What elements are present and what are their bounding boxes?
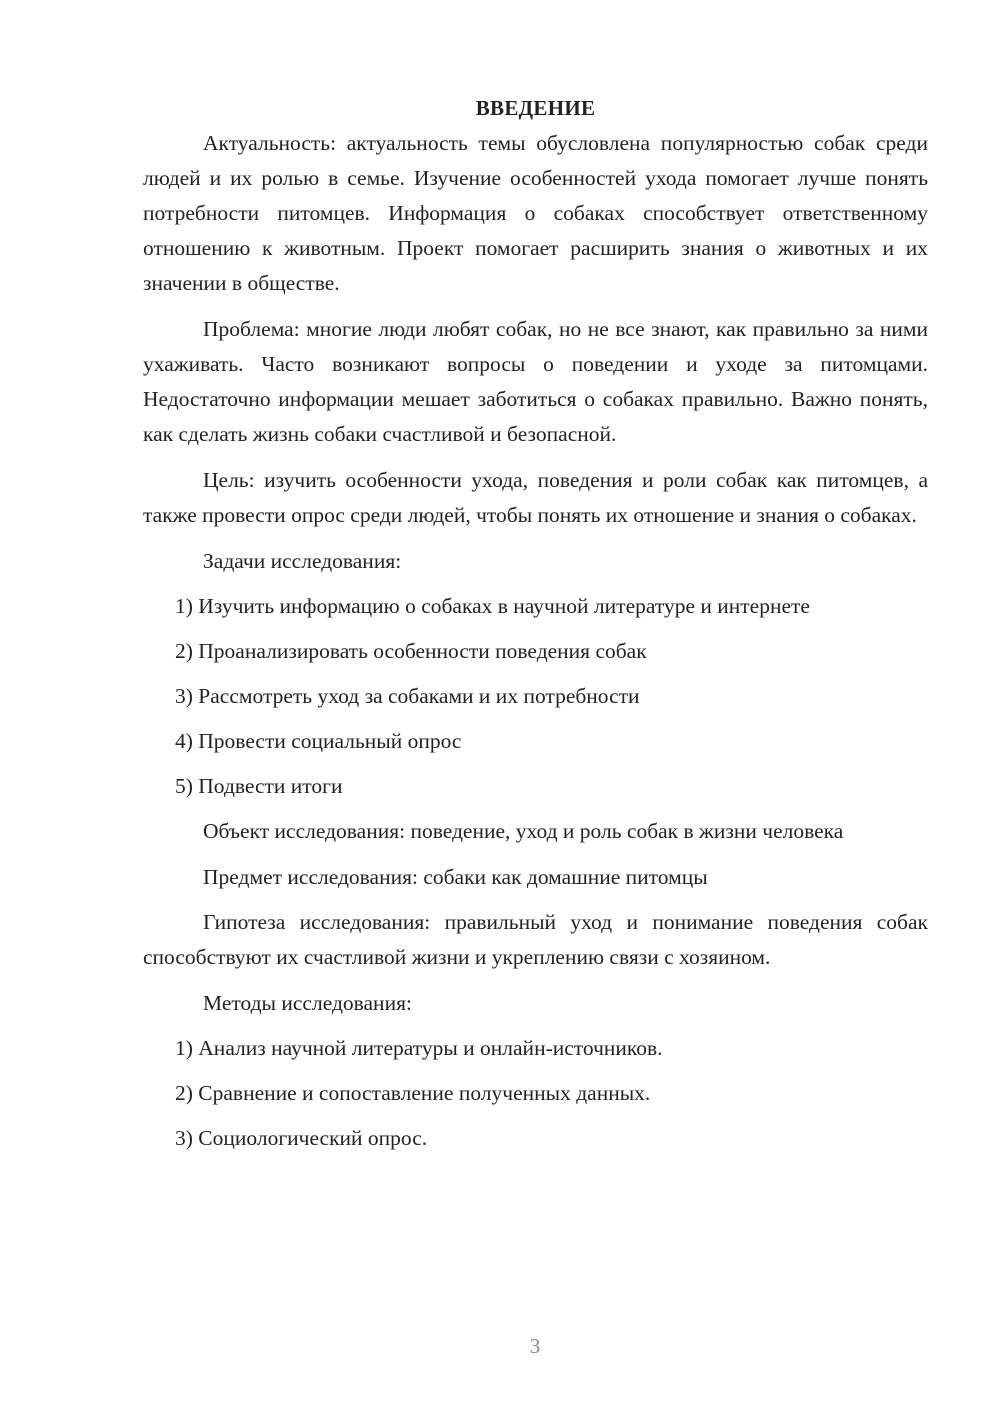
tasks-list <box>143 589 928 804</box>
methods-list <box>143 1031 928 1156</box>
list-item: 4) Провести социальный опрос <box>175 729 462 753</box>
list-item: 1) Анализ научной литературы и онлайн-источников. <box>175 1036 663 1060</box>
list-item: 2) Проанализировать особенности поведения собак <box>175 639 647 663</box>
list-item: 1) Изучить информацию о собаках в научной литературе и интернете <box>175 594 810 618</box>
list-item: 2) Сравнение и сопоставление полученных данных. <box>175 1081 651 1105</box>
page-number: 3 <box>529 1334 541 1358</box>
relevance-paragraph: Актуальность: актуальность темы обусловлена популярностью собак среди людей и их ролью в семье. Изучение особенностей ухода помогает лучше понять потребности питомцев. Информация о собаках способствует ответственному отношению к животным. Проект помогает расширить знания о животных и их значении в обществе. <box>143 131 928 295</box>
page-title: ВВЕДЕНИЕ <box>475 96 596 120</box>
goal-paragraph: Цель: изучить особенности ухода, поведения и роли собак как питомцев, а также провести опрос среди людей, чтобы понять их отношение и знания о собаках. <box>143 468 928 527</box>
list-item: 5) Подвести итоги <box>175 774 343 798</box>
subject-paragraph: Предмет исследования: собаки как домашние питомцы <box>203 865 708 889</box>
object-paragraph: Объект исследования: поведение, уход и роль собак в жизни человека <box>203 819 844 843</box>
list-item: 3) Социологический опрос. <box>175 1126 428 1150</box>
methods-heading: Методы исследования: <box>203 991 412 1015</box>
hypothesis-paragraph: Гипотеза исследования: правильный уход и понимание поведения собак способствуют их счастливой жизни и укреплению связи с хозяином. <box>143 910 928 969</box>
list-item: 3) Рассмотреть уход за собаками и их потребности <box>175 684 640 708</box>
tasks-heading: Задачи исследования: <box>203 549 402 573</box>
problem-paragraph: Проблема: многие люди любят собак, но не все знают, как правильно за ними ухаживать. Часто возникают вопросы о поведении и уходе за питомцами. Недостаточно информации мешает заботиться о собаках правильно. Важно понять, как сделать жизнь собаки счастливой и безопасной. <box>143 317 928 446</box>
page-content <box>143 92 928 1166</box>
